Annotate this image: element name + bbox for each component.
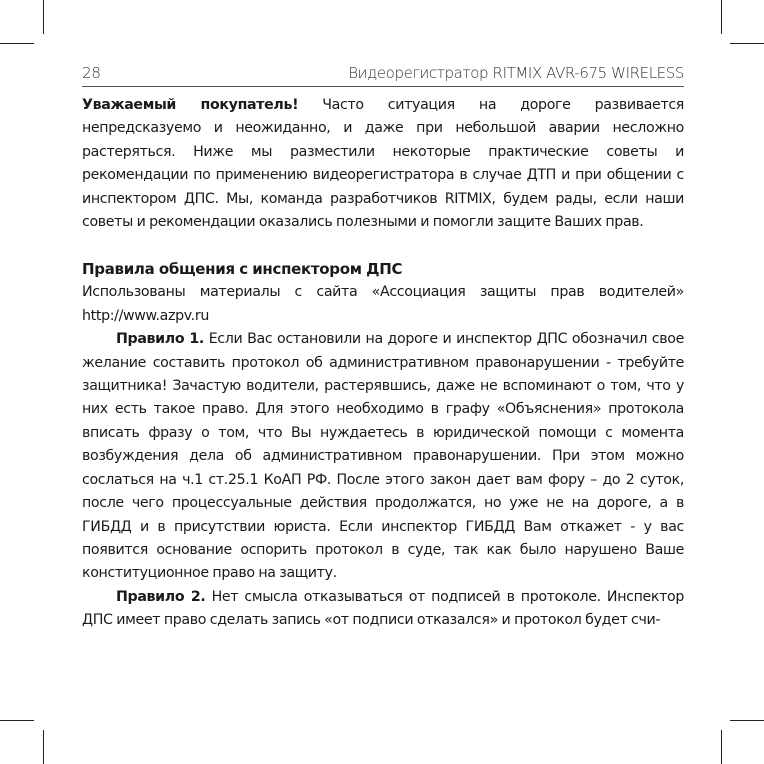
intro-text: Часто ситуация на дороге развивается непредсказуемо и неожиданно, и даже при небольшой аварии несложно растеряться. Ниже мы разместили некоторые практические советы и рекомендации по применению видеорегистратора в случае ДТП и при общении с инспектором ДПС. Мы, команда разработчиков RITMIX, будем рады, если наши советы и рекомендации оказались полезными и помогли защите Ваших прав.	[82, 97, 684, 231]
crop-mark	[730, 43, 764, 44]
crop-mark	[730, 720, 764, 721]
intro-lead: Уважаемый покупатель!	[82, 97, 299, 113]
running-title: Видеорегистратор RITMIX AVR-675 WIRELESS	[348, 64, 684, 82]
crop-mark	[43, 730, 44, 764]
page-number: 28	[82, 64, 101, 82]
crop-mark	[0, 720, 34, 721]
rule-text: Если Вас остановили на дороге и инспектор ДПС обозначил свое желание составить протокол об административном правонарушении - требуйте защитника! Зачастую водители, растерявшись, даже не вспоминают о том, что у них есть такое право. Для этого необходимо в графу «Объяснения» протокола вписать фразу о том, что Вы нуждаетесь в юридической помощи с момента возбуждения дела об административном правонарушении. При этом можно сослаться на ч.1 ст.25.1 КоАП РФ. После этого закон дает вам фору – до 2 суток, после чего процессуальные действия продолжатся, но уже не на дороге, а в ГИБДД и в присутствии юриста. Если инспектор ГИБДД Вам откажет - у вас появится основание оспорить протокол в суде, так как было нарушено Ваше конституционное право на защиту.	[82, 331, 684, 582]
rule-paragraph-1	[82, 328, 684, 585]
crop-mark	[43, 0, 44, 34]
rule-text: Нет смысла отказываться от подписей в протоколе. Инспектор ДПС имеет право сделать запись «от подписи отказался» и протокол будет счи-	[82, 588, 684, 629]
intro-paragraph	[82, 94, 684, 234]
rule-paragraph-2	[82, 586, 684, 633]
page-header	[82, 64, 684, 87]
section-heading: Правила общения с инспектором ДПС	[82, 260, 403, 279]
source-note: Использованы материалы с сайта «Ассоциация защиты прав водителей» http://www.azpv.ru	[82, 284, 684, 324]
crop-mark	[721, 730, 722, 764]
crop-mark	[721, 0, 722, 34]
manual-page	[82, 64, 684, 633]
rule-label: Правило 1.	[116, 331, 204, 348]
rule-label: Правило 2.	[116, 588, 206, 605]
crop-mark	[0, 43, 34, 44]
page-content	[82, 94, 684, 633]
